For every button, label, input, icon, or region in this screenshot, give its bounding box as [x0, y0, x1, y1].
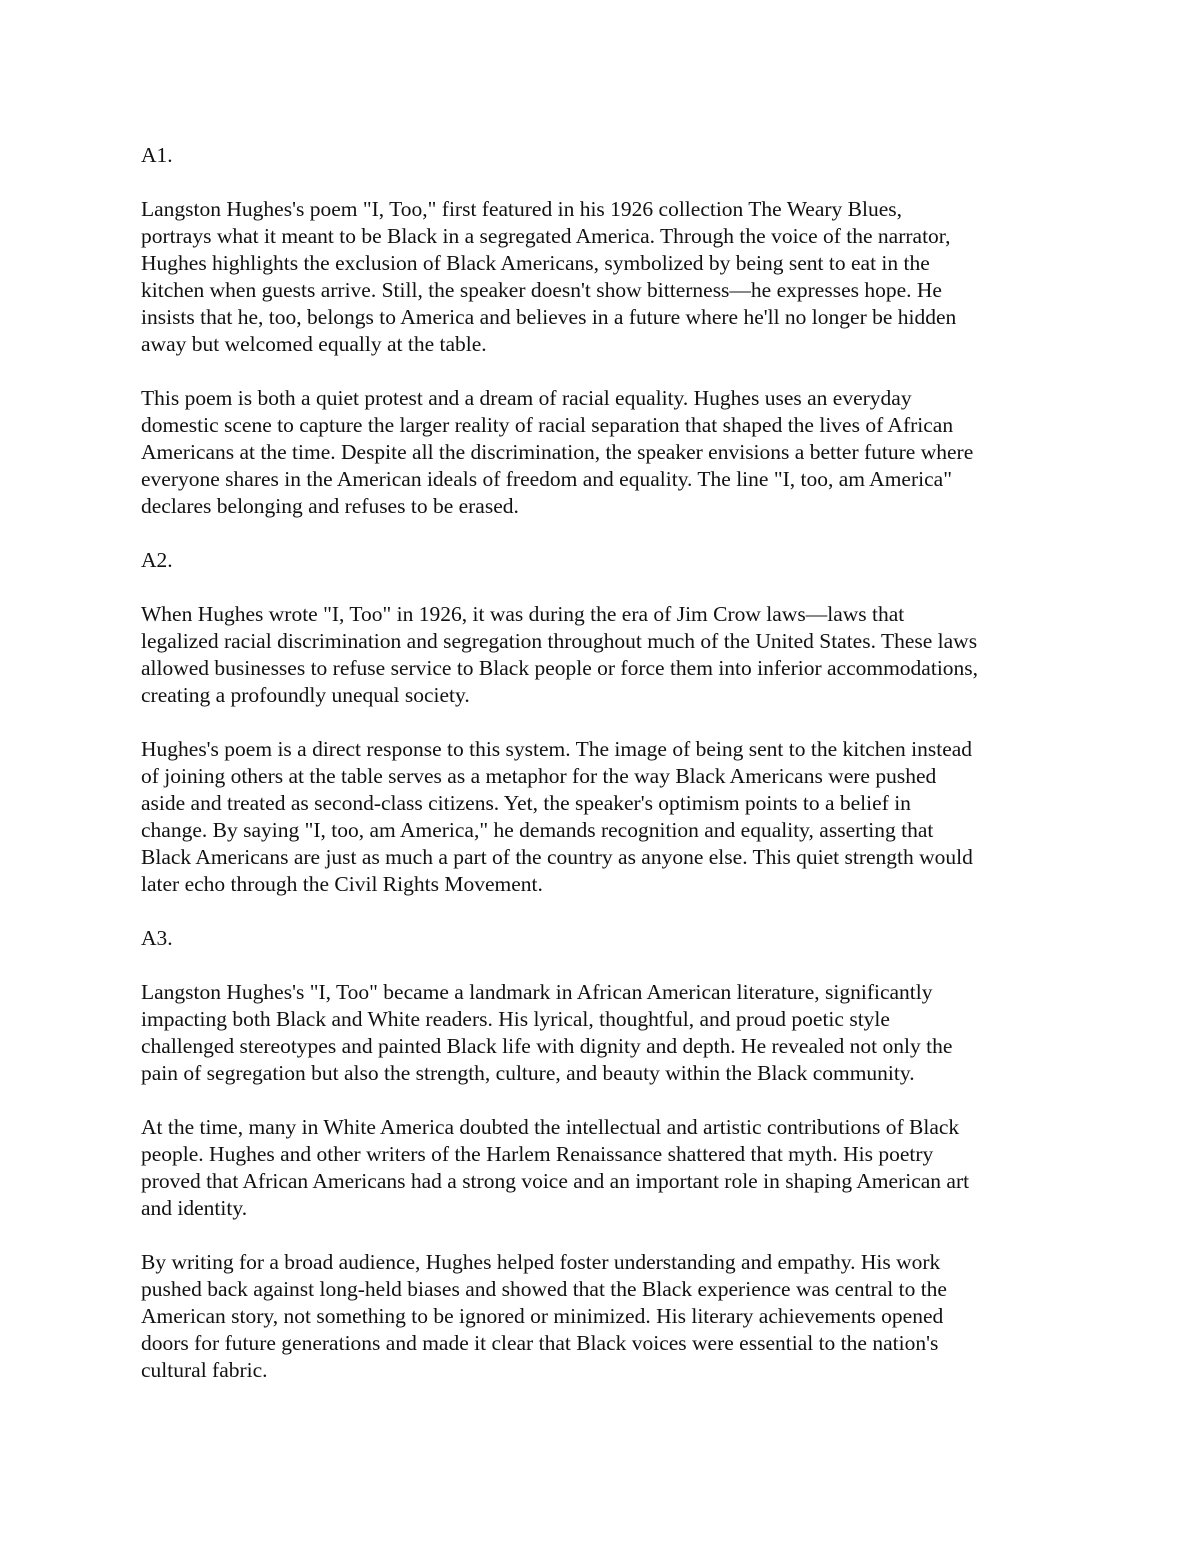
text-line: Langston Hughes's "I, Too" became a landmark in African American literature, significantly: [141, 980, 933, 1004]
paragraph: [141, 601, 1070, 709]
text-line: away but welcomed equally at the table.: [141, 332, 487, 356]
text-line: Hughes highlights the exclusion of Black Americans, symbolized by being sent to eat in the: [141, 251, 930, 275]
text-line: American story, not something to be ignored or minimized. His literary achievements opened: [141, 1304, 944, 1328]
text-line: At the time, many in White America doubted the intellectual and artistic contributions of Black: [141, 1115, 960, 1139]
paragraph: [141, 385, 1070, 520]
section-heading: A2.: [141, 548, 173, 572]
text-line: challenged stereotypes and painted Black life with dignity and depth. He revealed not only the: [141, 1034, 953, 1058]
paragraph: [141, 1114, 1070, 1222]
text-line: Americans at the time. Despite all the discrimination, the speaker envisions a better future where: [141, 440, 974, 464]
text-line: people. Hughes and other writers of the Harlem Renaissance shattered that myth. His poetry: [141, 1142, 934, 1166]
paragraph: [141, 1249, 1070, 1384]
text-line: Hughes's poem is a direct response to this system. The image of being sent to the kitchen instead: [141, 737, 973, 761]
text-line: impacting both Black and White readers. His lyrical, thoughtful, and proud poetic style: [141, 1007, 890, 1031]
text-line: domestic scene to capture the larger reality of racial separation that shaped the lives of African: [141, 413, 954, 437]
section-a3: [141, 925, 1070, 1384]
section-heading: A1.: [141, 143, 173, 167]
text-line: insists that he, too, belongs to America and believes in a future where he'll no longer be hidden: [141, 305, 957, 329]
text-line: legalized racial discrimination and segregation throughout much of the United States. These laws: [141, 629, 978, 653]
text-line: kitchen when guests arrive. Still, the speaker doesn't show bitterness—he expresses hope. He: [141, 278, 942, 302]
text-line: of joining others at the table serves as a metaphor for the way Black Americans were pushed: [141, 764, 937, 788]
text-line: portrays what it meant to be Black in a segregated America. Through the voice of the narrator,: [141, 224, 951, 248]
text-line: declares belonging and refuses to be erased.: [141, 494, 519, 518]
text-line: everyone shares in the American ideals of freedom and equality. The line "I, too, am America": [141, 467, 952, 491]
text-line: doors for future generations and made it clear that Black voices were essential to the nation's: [141, 1331, 939, 1355]
text-line: When Hughes wrote "I, Too" in 1926, it was during the era of Jim Crow laws—laws that: [141, 602, 905, 626]
text-line: pain of segregation but also the strength, culture, and beauty within the Black community.: [141, 1061, 915, 1085]
text-line: By writing for a broad audience, Hughes helped foster understanding and empathy. His work: [141, 1250, 941, 1274]
paragraph: [141, 979, 1070, 1087]
text-line: change. By saying "I, too, am America," he demands recognition and equality, asserting that: [141, 818, 934, 842]
text-line: pushed back against long-held biases and showed that the Black experience was central to the: [141, 1277, 947, 1301]
text-line: This poem is both a quiet protest and a dream of racial equality. Hughes uses an everyday: [141, 386, 912, 410]
section-heading: A3.: [141, 926, 173, 950]
text-line: Black Americans are just as much a part of the country as anyone else. This quiet strength would: [141, 845, 973, 869]
text-line: Langston Hughes's poem "I, Too," first featured in his 1926 collection The Weary Blues,: [141, 197, 902, 221]
text-line: proved that African Americans had a strong voice and an important role in shaping American art: [141, 1169, 970, 1193]
text-line: aside and treated as second-class citizens. Yet, the speaker's optimism points to a belief in: [141, 791, 911, 815]
paragraph: [141, 196, 1070, 358]
section-a1: [141, 142, 1070, 520]
text-line: creating a profoundly unequal society.: [141, 683, 470, 707]
text-line: allowed businesses to refuse service to Black people or force them into inferior accommodations,: [141, 656, 979, 680]
text-line: and identity.: [141, 1196, 248, 1220]
text-line: cultural fabric.: [141, 1358, 268, 1382]
text-line: later echo through the Civil Rights Movement.: [141, 872, 543, 896]
paragraph: [141, 736, 1070, 898]
section-a2: [141, 547, 1070, 898]
